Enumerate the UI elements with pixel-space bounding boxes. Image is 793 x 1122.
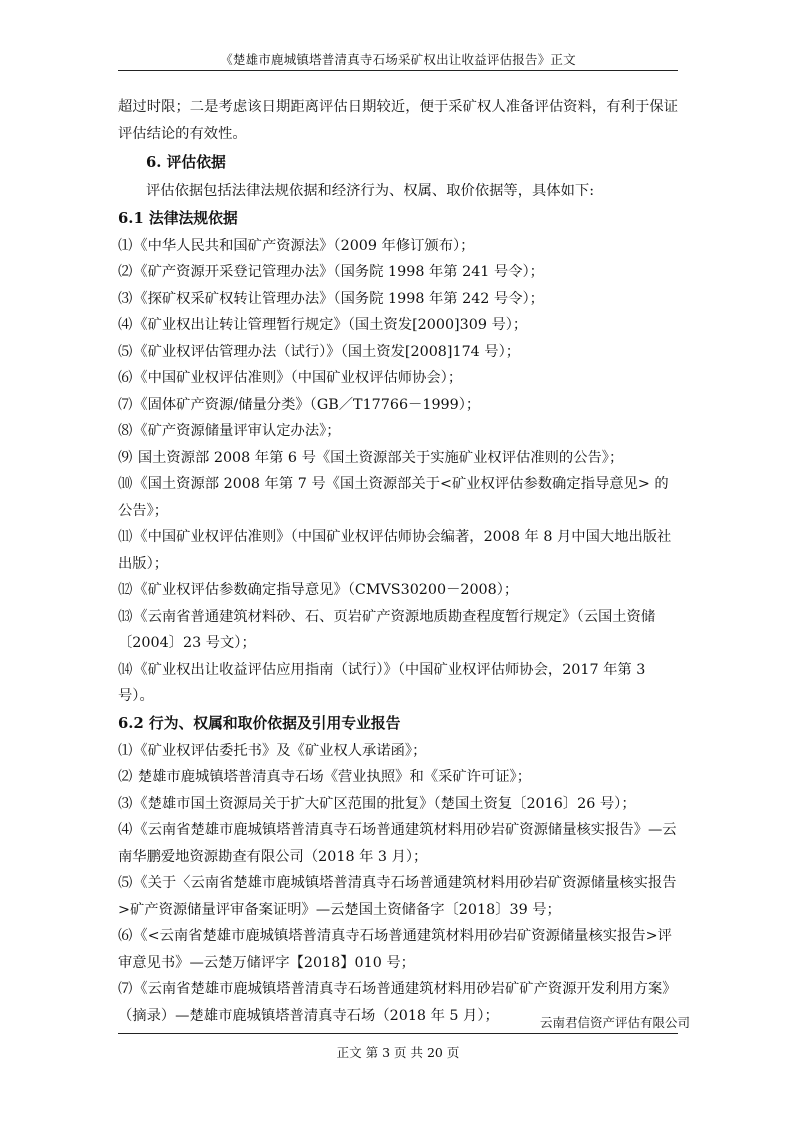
list-item-number: ⑶ (118, 795, 133, 812)
list-item (118, 259, 678, 286)
list-item (118, 418, 678, 445)
page-header: 《楚雄市鹿城镇塔普清真寺石场采矿权出让收益评估报告》正文 (220, 52, 576, 67)
list-item-number: ⑿ (118, 582, 133, 598)
section-6-intro: 评估依据包括法律法规依据和经济行为、权属、取价依据等，具体如下: (146, 183, 595, 199)
list-item (118, 286, 678, 313)
list-item-text: 《矿产资源开采登记管理办法》（国务院 1998 年第 241 号令）； (133, 264, 544, 280)
list-item-number: ⑵ (118, 264, 133, 280)
list-item-number: ⑼ (118, 449, 133, 466)
legal-basis-list (118, 233, 678, 710)
list-item (118, 738, 678, 765)
list-item-number: ⑺ (118, 396, 133, 413)
list-item-number: ⑶ (118, 290, 133, 307)
list-item-number: ⑵ (118, 769, 133, 785)
document-body (118, 94, 678, 1029)
list-item (118, 604, 678, 657)
list-item-number: ⑴ (118, 237, 133, 254)
list-item-text: 《<云南省楚雄市鹿城镇塔普清真寺石场普通建筑材料用砂岩矿资源储量核实报告>评审意见书》—云楚万储评字【2018】010 号； (118, 928, 672, 971)
list-item-text: 《矿业权评估委托书》及《矿业权人承诺函》； (133, 742, 427, 759)
list-item (118, 923, 678, 976)
list-item (118, 233, 678, 260)
list-item-text: 《探矿权采矿权转让管理办法》（国务院 1998 年第 242 号令）； (133, 290, 544, 307)
list-item-text: 国土资源部 2008 年第 6 号《国土资源部关于实施矿业权评估准则的公告》； (133, 449, 624, 466)
section-6-heading: 6. 评估依据 (146, 154, 226, 171)
list-item-number: ⑷ (118, 317, 133, 333)
list-item-number: ⑷ (118, 822, 133, 838)
list-item (118, 524, 678, 577)
list-item-number: ⒀ (118, 608, 133, 625)
section-6-2-heading: 6.2 行为、权属和取价依据及引用专业报告 (118, 714, 401, 732)
list-item (118, 471, 678, 524)
list-item (118, 445, 678, 472)
list-item (118, 657, 678, 710)
intro-paragraph: 超过时限；二是考虑该日期距离评估日期较近，便于采矿权人准备评估资料，有利于保证评估结论的有效性。 (118, 99, 678, 142)
list-item (118, 577, 678, 604)
list-item (118, 870, 678, 923)
list-item (118, 764, 678, 791)
section-6-1-heading: 6.1 法律法规依据 (118, 209, 238, 227)
list-item-number: ⑾ (118, 529, 133, 545)
list-item-text: 《楚雄市国土资源局关于扩大矿区范围的批复》（楚国土资复〔2016〕26 号）； (133, 795, 636, 812)
list-item-number: ⑴ (118, 742, 133, 759)
list-item-number: ⑹ (118, 370, 133, 386)
list-item-text: 《国土资源部 2008 年第 7 号《国土资源部关于<矿业权评估参数确定指导意见> 的公告》； (118, 476, 669, 519)
list-item (118, 339, 678, 366)
list-item (118, 392, 678, 419)
list-item-text: 《矿业权评估参数确定指导意见》（CMVS30200－2008）； (133, 582, 519, 598)
list-item-text: 《矿业权出让收益评估应用指南（试行）》（中国矿业权评估师协会，2017 年第 3 号）。 (118, 661, 646, 704)
list-item-text: 《中华人民共和国矿产资源法》（2009 年修订颁布）； (133, 237, 475, 254)
page-number: 正文 第 3 页 共 20 页 (336, 1045, 460, 1060)
list-item-text: 楚雄市鹿城镇塔普清真寺石场《营业执照》和《采矿许可证》； (133, 769, 532, 785)
company-name: 云南君信资产评估有限公司 (540, 1015, 691, 1030)
list-item-text: 《云南省楚雄市鹿城镇塔普清真寺石场普通建筑材料用砂岩矿矿产资源开发利用方案》（摘录）—楚雄市鹿城镇塔普清真寺石场（2018 年 5 月）； (118, 981, 677, 1024)
list-item-number: ⑸ (118, 343, 133, 360)
list-item-number: ⒁ (118, 661, 133, 678)
list-item-number: ⑸ (118, 875, 133, 891)
list-item (118, 791, 678, 818)
list-item-number: ⑹ (118, 928, 133, 944)
list-item-text: 《矿业权评估管理办法（试行）》（国土资发[2008]174 号）； (133, 343, 521, 360)
list-item-text: 《中国矿业权评估准则》（中国矿业权评估师协会）； (133, 370, 463, 386)
list-item-number: ⑺ (118, 981, 133, 997)
list-item-text: 《矿业权出让转让管理暂行规定》（国土资发[2000]309 号）； (133, 317, 528, 333)
list-item (118, 365, 678, 392)
list-item-number: ⑻ (118, 423, 133, 439)
list-item-number: ⑽ (118, 476, 133, 492)
list-item-text: 《关于〈云南省楚雄市鹿城镇塔普清真寺石场普通建筑材料用砂岩矿资源储量核实报告>矿产资源储量评审备案证明》—云楚国土资储备字〔2018〕39 号； (118, 875, 677, 918)
list-item-text: 《矿产资源储量评审认定办法》； (133, 423, 341, 439)
list-item (118, 312, 678, 339)
list-item-text: 《固体矿产资源/储量分类》（GB／T17766－1999）； (133, 396, 481, 413)
footer-divider (118, 1033, 678, 1034)
header-divider (118, 70, 678, 71)
list-item-text: 《云南省楚雄市鹿城镇塔普清真寺石场普通建筑材料用砂岩矿资源储量核实报告》—云南华鹏爱地资源勘查有限公司（2018 年 3 月）； (118, 822, 677, 865)
list-item (118, 817, 678, 870)
list-item-text: 《云南省普通建筑材料砂、石、页岩矿产资源地质勘查程度暂行规定》（云国土资储〔2004〕23 号文）； (118, 608, 656, 651)
conduct-basis-list (118, 738, 678, 1030)
list-item-text: 《中国矿业权评估准则》（中国矿业权评估师协会编著，2008 年 8 月中国大地出版社出版）； (118, 529, 672, 572)
